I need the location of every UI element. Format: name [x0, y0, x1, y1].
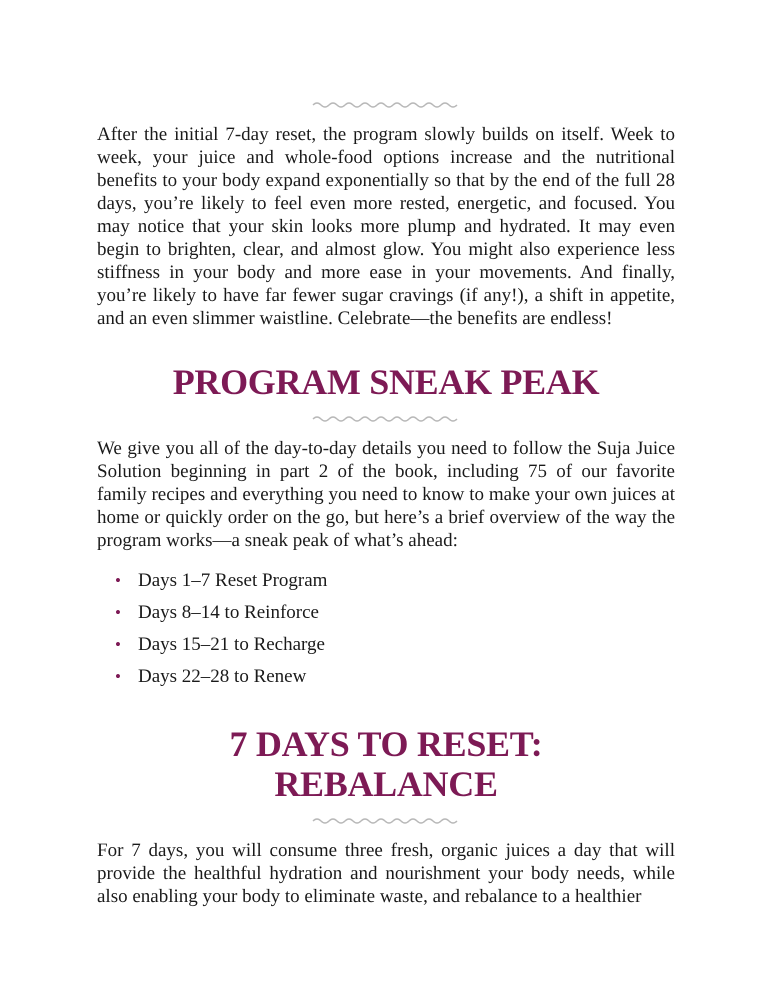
list-item	[115, 633, 675, 656]
reset-paragraph: For 7 days, you will consume three fresh, organic juices a day that will provide the healthful hydration and nourishment your body needs, while also enabling your body to eliminate waste, and rebalance to a healthier	[97, 840, 675, 907]
intro-paragraph: After the initial 7-day reset, the program slowly builds on itself. Week to week, your juice and whole-food options increase and the nutritional benefits to your body expand exponentially so that by the end of the full 28 days, you’re likely to feel even more rested, energetic, and focused. You may notice that your skin looks more plump and hydrated. It may even begin to brighten, clear, and almost glow. You might also experience less stiffness in your body and more ease in your movements. And finally, you’re likely to have far fewer sugar cravings (if any!), a shift in appetite, and an even slimmer waistline. Celebrate—the benefits are endless!	[97, 124, 675, 329]
sneak-peak-paragraph: We give you all of the day-to-day details you need to follow the Suja Juice Solution beginning in part 2 of the book, including 75 of our favorite family recipes and everything you need to know to make your own juices at home or quickly order on the go, but here’s a brief overview of the way the program works—a sneak peak of what’s ahead:	[97, 438, 675, 551]
list-item-label: Days 8–14 to Reinforce	[138, 602, 319, 623]
section-title-sneak-peak: PROGRAM SNEAK PEAK	[172, 362, 600, 402]
section-title-reset-line2: REBALANCE	[274, 764, 498, 804]
list-item-label: Days 15–21 to Recharge	[138, 634, 325, 655]
bullet-icon: •	[115, 603, 121, 622]
list-item-label: Days 1–7 Reset Program	[138, 570, 328, 591]
wavy-divider-sneak-peak	[311, 414, 461, 424]
wavy-divider-reset	[311, 816, 461, 826]
bullet-icon: •	[115, 667, 121, 686]
bullet-icon: •	[115, 571, 121, 590]
list-item	[115, 665, 675, 688]
section-title-reset-line1: 7 DAYS TO RESET:	[229, 724, 543, 764]
program-days-list	[97, 569, 675, 697]
list-item	[115, 569, 675, 592]
section-title-reset	[97, 724, 675, 804]
bullet-icon: •	[115, 635, 121, 654]
list-item-label: Days 22–28 to Renew	[138, 666, 307, 687]
wavy-divider-top	[311, 100, 461, 110]
list-item	[115, 601, 675, 624]
